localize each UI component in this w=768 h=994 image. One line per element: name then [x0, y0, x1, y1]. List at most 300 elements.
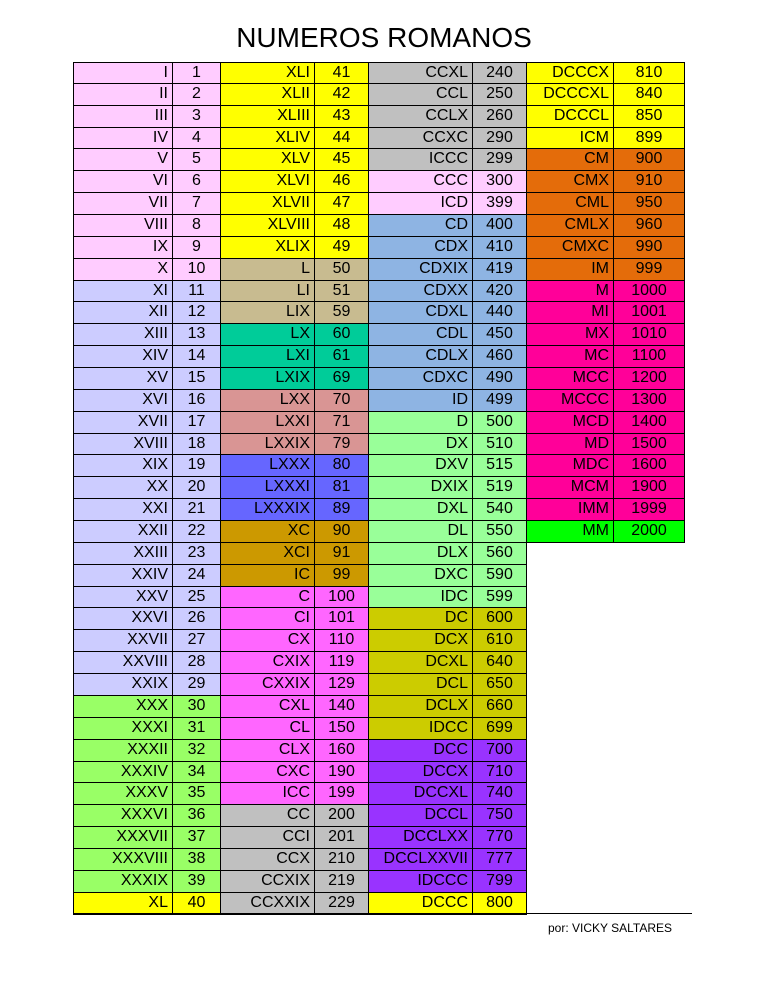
roman-numeral-cell: XXI — [73, 499, 173, 521]
arabic-number-cell: 89 — [315, 499, 369, 521]
table-row — [221, 783, 369, 805]
arabic-number-cell: 119 — [315, 652, 369, 674]
roman-numeral-cell: D — [369, 412, 473, 434]
table-row — [221, 128, 369, 150]
arabic-number-cell: 26 — [173, 608, 221, 630]
table-row — [221, 281, 369, 303]
table-row — [73, 762, 221, 784]
roman-numeral-cell: CCC — [369, 171, 473, 193]
arabic-number-cell: 290 — [473, 128, 527, 150]
arabic-number-cell: 770 — [473, 827, 527, 849]
arabic-number-cell: 15 — [173, 368, 221, 390]
roman-numeral-cell: IDC — [369, 587, 473, 609]
arabic-number-cell: 25 — [173, 587, 221, 609]
roman-numeral-cell: DLX — [369, 543, 473, 565]
arabic-number-cell: 450 — [473, 324, 527, 346]
roman-numeral-cell: XCI — [221, 543, 315, 565]
roman-numeral-cell: XXVIII — [73, 652, 173, 674]
roman-numeral-cell: ID — [369, 390, 473, 412]
arabic-number-cell: 22 — [173, 521, 221, 543]
arabic-number-cell: 13 — [173, 324, 221, 346]
table-row — [369, 740, 527, 762]
table-row — [221, 455, 369, 477]
arabic-number-cell: 71 — [315, 412, 369, 434]
roman-numeral-cell: IC — [221, 565, 315, 587]
arabic-number-cell: 11 — [173, 281, 221, 303]
table-row — [73, 302, 221, 324]
roman-numeral-cell: DXL — [369, 499, 473, 521]
table-row — [369, 477, 527, 499]
roman-numeral-cell: CDXIX — [369, 259, 473, 281]
arabic-number-cell: 699 — [473, 718, 527, 740]
table-row — [369, 281, 527, 303]
arabic-number-cell: 3 — [173, 106, 221, 128]
table-row — [527, 237, 685, 259]
table-row — [73, 718, 221, 740]
roman-numeral-cell: ICC — [221, 783, 315, 805]
arabic-number-cell: 23 — [173, 543, 221, 565]
table-row — [73, 871, 221, 893]
arabic-number-cell: 49 — [315, 237, 369, 259]
roman-numeral-cell: XVII — [73, 412, 173, 434]
table-row — [221, 106, 369, 128]
roman-numeral-cell: XXXI — [73, 718, 173, 740]
roman-numeral-cell: LXXXIX — [221, 499, 315, 521]
roman-numeral-cell: ICD — [369, 193, 473, 215]
roman-numeral-cell: MDC — [527, 455, 614, 477]
table-row — [73, 346, 221, 368]
arabic-number-cell: 18 — [173, 434, 221, 456]
arabic-number-cell: 9 — [173, 237, 221, 259]
table-row — [73, 455, 221, 477]
roman-numeral-cell: XXVII — [73, 630, 173, 652]
roman-numerals-table — [73, 62, 685, 915]
table-row — [221, 587, 369, 609]
roman-numeral-cell: CXXIX — [221, 674, 315, 696]
roman-numeral-cell: CDX — [369, 237, 473, 259]
table-row — [221, 608, 369, 630]
roman-numeral-cell: CI — [221, 608, 315, 630]
roman-numeral-cell: CDXL — [369, 302, 473, 324]
table-row — [369, 587, 527, 609]
arabic-number-cell: 540 — [473, 499, 527, 521]
table-row — [221, 302, 369, 324]
roman-numeral-cell: CDLX — [369, 346, 473, 368]
arabic-number-cell: 950 — [614, 193, 685, 215]
table-row — [73, 652, 221, 674]
arabic-number-cell: 59 — [315, 302, 369, 324]
table-row — [369, 390, 527, 412]
arabic-number-cell: 6 — [173, 171, 221, 193]
table-row — [369, 62, 527, 84]
roman-numeral-cell: DCCXL — [369, 783, 473, 805]
arabic-number-cell: 810 — [614, 62, 685, 84]
roman-numeral-cell: XXX — [73, 696, 173, 718]
arabic-number-cell: 32 — [173, 740, 221, 762]
roman-numeral-cell: XXXIV — [73, 762, 173, 784]
author-credit: por: VICKY SALTARES — [548, 921, 673, 935]
table-row — [221, 805, 369, 827]
arabic-number-cell: 150 — [315, 718, 369, 740]
table-row — [73, 62, 221, 84]
roman-numeral-cell: LXXI — [221, 412, 315, 434]
arabic-number-cell: 8 — [173, 215, 221, 237]
roman-numeral-cell: XX — [73, 477, 173, 499]
arabic-number-cell: 2000 — [614, 521, 685, 543]
roman-numeral-cell: CXC — [221, 762, 315, 784]
roman-numeral-cell: XLIX — [221, 237, 315, 259]
roman-numeral-cell: XIII — [73, 324, 173, 346]
arabic-number-cell: 81 — [315, 477, 369, 499]
arabic-number-cell: 21 — [173, 499, 221, 521]
table-row — [221, 324, 369, 346]
table-row — [527, 84, 685, 106]
table-row — [527, 215, 685, 237]
arabic-number-cell: 600 — [473, 608, 527, 630]
table-row — [369, 302, 527, 324]
arabic-number-cell: 515 — [473, 455, 527, 477]
roman-numeral-cell: XVI — [73, 390, 173, 412]
roman-numeral-cell: CCX — [221, 849, 315, 871]
arabic-number-cell: 28 — [173, 652, 221, 674]
roman-numeral-cell: XL — [73, 893, 173, 915]
roman-numeral-cell: CX — [221, 630, 315, 652]
arabic-number-cell: 910 — [614, 171, 685, 193]
roman-numeral-cell: I — [73, 62, 173, 84]
roman-numeral-cell: CCXXIX — [221, 893, 315, 915]
table-row — [221, 718, 369, 740]
roman-numeral-cell: CC — [221, 805, 315, 827]
arabic-number-cell: 140 — [315, 696, 369, 718]
roman-numeral-cell: VII — [73, 193, 173, 215]
table-row — [369, 84, 527, 106]
table-row — [221, 630, 369, 652]
roman-numeral-cell: XIX — [73, 455, 173, 477]
table-row — [527, 477, 685, 499]
arabic-number-cell: 61 — [315, 346, 369, 368]
table-row — [527, 455, 685, 477]
table-row — [73, 215, 221, 237]
table-row — [73, 587, 221, 609]
arabic-number-cell: 1200 — [614, 368, 685, 390]
table-row — [73, 434, 221, 456]
roman-numeral-cell: CCI — [221, 827, 315, 849]
arabic-number-cell: 46 — [315, 171, 369, 193]
roman-numeral-cell: III — [73, 106, 173, 128]
roman-numeral-cell: CCXIX — [221, 871, 315, 893]
arabic-number-cell: 990 — [614, 237, 685, 259]
arabic-number-cell: 27 — [173, 630, 221, 652]
table-row — [527, 412, 685, 434]
table-row — [73, 608, 221, 630]
arabic-number-cell: 100 — [315, 587, 369, 609]
table-row — [221, 565, 369, 587]
table-row — [73, 827, 221, 849]
table-row — [221, 434, 369, 456]
table-row — [221, 652, 369, 674]
roman-numeral-cell: DCCCXL — [527, 84, 614, 106]
table-row — [527, 259, 685, 281]
roman-numeral-cell: XII — [73, 302, 173, 324]
roman-numeral-cell: CL — [221, 718, 315, 740]
roman-numeral-cell: CDXC — [369, 368, 473, 390]
table-row — [527, 368, 685, 390]
table-row — [73, 193, 221, 215]
table-row — [221, 893, 369, 915]
arabic-number-cell: 91 — [315, 543, 369, 565]
arabic-number-cell: 16 — [173, 390, 221, 412]
table-row — [369, 193, 527, 215]
table-row — [527, 346, 685, 368]
arabic-number-cell: 90 — [315, 521, 369, 543]
roman-numeral-cell: XXXVII — [73, 827, 173, 849]
table-row — [221, 390, 369, 412]
arabic-number-cell: 17 — [173, 412, 221, 434]
arabic-number-cell: 229 — [315, 893, 369, 915]
roman-numeral-cell: DCCC — [369, 893, 473, 915]
table-row — [73, 477, 221, 499]
arabic-number-cell: 460 — [473, 346, 527, 368]
table-row — [369, 128, 527, 150]
table-row — [73, 106, 221, 128]
table-row — [369, 324, 527, 346]
table-row — [369, 762, 527, 784]
arabic-number-cell: 99 — [315, 565, 369, 587]
table-row — [221, 193, 369, 215]
roman-numeral-cell: C — [221, 587, 315, 609]
table-row — [527, 499, 685, 521]
arabic-number-cell: 799 — [473, 871, 527, 893]
roman-numeral-cell: DXC — [369, 565, 473, 587]
roman-numeral-cell: XXXV — [73, 783, 173, 805]
roman-numeral-cell: IX — [73, 237, 173, 259]
table-row — [221, 62, 369, 84]
table-row — [369, 652, 527, 674]
table-row — [221, 827, 369, 849]
arabic-number-cell: 200 — [315, 805, 369, 827]
arabic-number-cell: 37 — [173, 827, 221, 849]
arabic-number-cell: 38 — [173, 849, 221, 871]
roman-numeral-cell: DCCCL — [527, 106, 614, 128]
arabic-number-cell: 1100 — [614, 346, 685, 368]
table-row — [73, 565, 221, 587]
table-row — [369, 827, 527, 849]
arabic-number-cell: 777 — [473, 849, 527, 871]
table-row — [527, 106, 685, 128]
table-row — [73, 893, 221, 915]
roman-numeral-cell: MC — [527, 346, 614, 368]
roman-numeral-cell: DCL — [369, 674, 473, 696]
table-row — [527, 434, 685, 456]
table-row — [73, 412, 221, 434]
table-row — [221, 543, 369, 565]
arabic-number-cell: 210 — [315, 849, 369, 871]
table-row — [369, 368, 527, 390]
roman-numeral-cell: CLX — [221, 740, 315, 762]
arabic-number-cell: 5 — [173, 149, 221, 171]
roman-numeral-cell: IM — [527, 259, 614, 281]
arabic-number-cell: 660 — [473, 696, 527, 718]
table-row — [73, 783, 221, 805]
arabic-number-cell: 420 — [473, 281, 527, 303]
table-row — [221, 477, 369, 499]
roman-numeral-cell: CDXX — [369, 281, 473, 303]
arabic-number-cell: 590 — [473, 565, 527, 587]
table-column-3 — [369, 62, 527, 915]
table-row — [73, 543, 221, 565]
roman-numeral-cell: DCCX — [369, 762, 473, 784]
table-row — [221, 849, 369, 871]
arabic-number-cell: 14 — [173, 346, 221, 368]
roman-numeral-cell: MCD — [527, 412, 614, 434]
arabic-number-cell: 47 — [315, 193, 369, 215]
roman-numeral-cell: XC — [221, 521, 315, 543]
arabic-number-cell: 300 — [473, 171, 527, 193]
arabic-number-cell: 850 — [614, 106, 685, 128]
arabic-number-cell: 400 — [473, 215, 527, 237]
table-row — [369, 783, 527, 805]
roman-numeral-cell: XXVI — [73, 608, 173, 630]
arabic-number-cell: 490 — [473, 368, 527, 390]
table-row — [221, 171, 369, 193]
roman-numeral-cell: XXXIX — [73, 871, 173, 893]
arabic-number-cell: 740 — [473, 783, 527, 805]
arabic-number-cell: 1 — [173, 62, 221, 84]
arabic-number-cell: 519 — [473, 477, 527, 499]
arabic-number-cell: 24 — [173, 565, 221, 587]
arabic-number-cell: 4 — [173, 128, 221, 150]
roman-numeral-cell: XXIV — [73, 565, 173, 587]
table-row — [369, 521, 527, 543]
roman-numeral-cell: CML — [527, 193, 614, 215]
table-column-2 — [221, 62, 369, 915]
roman-numeral-cell: DCLX — [369, 696, 473, 718]
roman-numeral-cell: DCCCX — [527, 62, 614, 84]
roman-numeral-cell: CCLX — [369, 106, 473, 128]
arabic-number-cell: 129 — [315, 674, 369, 696]
roman-numeral-cell: XI — [73, 281, 173, 303]
roman-numeral-cell: XLVIII — [221, 215, 315, 237]
arabic-number-cell: 50 — [315, 259, 369, 281]
arabic-number-cell: 700 — [473, 740, 527, 762]
arabic-number-cell: 640 — [473, 652, 527, 674]
arabic-number-cell: 250 — [473, 84, 527, 106]
arabic-number-cell: 44 — [315, 128, 369, 150]
roman-numeral-cell: X — [73, 259, 173, 281]
table-row — [221, 871, 369, 893]
roman-numeral-cell: XXXVIII — [73, 849, 173, 871]
roman-numeral-cell: MX — [527, 324, 614, 346]
arabic-number-cell: 60 — [315, 324, 369, 346]
table-row — [73, 674, 221, 696]
roman-numeral-cell: XIV — [73, 346, 173, 368]
table-row — [221, 237, 369, 259]
arabic-number-cell: 42 — [315, 84, 369, 106]
arabic-number-cell: 240 — [473, 62, 527, 84]
table-row — [221, 84, 369, 106]
arabic-number-cell: 69 — [315, 368, 369, 390]
arabic-number-cell: 12 — [173, 302, 221, 324]
arabic-number-cell: 2 — [173, 84, 221, 106]
arabic-number-cell: 900 — [614, 149, 685, 171]
roman-numeral-cell: XLII — [221, 84, 315, 106]
arabic-number-cell: 1900 — [614, 477, 685, 499]
roman-numeral-cell: XVIII — [73, 434, 173, 456]
table-row — [221, 762, 369, 784]
arabic-number-cell: 840 — [614, 84, 685, 106]
roman-numeral-cell: LXXX — [221, 455, 315, 477]
arabic-number-cell: 219 — [315, 871, 369, 893]
arabic-number-cell: 20 — [173, 477, 221, 499]
arabic-number-cell: 43 — [315, 106, 369, 128]
arabic-number-cell: 560 — [473, 543, 527, 565]
roman-numeral-cell: IDCC — [369, 718, 473, 740]
roman-numeral-cell: XV — [73, 368, 173, 390]
table-row — [73, 128, 221, 150]
arabic-number-cell: 41 — [315, 62, 369, 84]
table-row — [73, 324, 221, 346]
table-row — [73, 171, 221, 193]
table-row — [221, 259, 369, 281]
table-row — [73, 149, 221, 171]
roman-numeral-cell: VIII — [73, 215, 173, 237]
roman-numeral-cell: XLIII — [221, 106, 315, 128]
table-row — [221, 696, 369, 718]
footer-divider — [73, 913, 692, 914]
arabic-number-cell: 160 — [315, 740, 369, 762]
roman-numeral-cell: DXIX — [369, 477, 473, 499]
arabic-number-cell: 19 — [173, 455, 221, 477]
table-row — [527, 390, 685, 412]
arabic-number-cell: 1400 — [614, 412, 685, 434]
roman-numeral-cell: MCM — [527, 477, 614, 499]
roman-numeral-cell: M — [527, 281, 614, 303]
roman-numeral-cell: DCCLXX — [369, 827, 473, 849]
table-row — [369, 106, 527, 128]
roman-numeral-cell: II — [73, 84, 173, 106]
roman-numeral-cell: LI — [221, 281, 315, 303]
table-row — [369, 543, 527, 565]
roman-numeral-cell: L — [221, 259, 315, 281]
roman-numeral-cell: LXXXI — [221, 477, 315, 499]
roman-numeral-cell: XXXII — [73, 740, 173, 762]
arabic-number-cell: 190 — [315, 762, 369, 784]
arabic-number-cell: 30 — [173, 696, 221, 718]
table-row — [369, 412, 527, 434]
arabic-number-cell: 410 — [473, 237, 527, 259]
table-row — [369, 455, 527, 477]
roman-numeral-cell: CCXC — [369, 128, 473, 150]
table-row — [369, 565, 527, 587]
roman-numeral-cell: DCX — [369, 630, 473, 652]
roman-numeral-cell: XXII — [73, 521, 173, 543]
arabic-number-cell: 1300 — [614, 390, 685, 412]
arabic-number-cell: 610 — [473, 630, 527, 652]
arabic-number-cell: 500 — [473, 412, 527, 434]
roman-numeral-cell: MCC — [527, 368, 614, 390]
table-row — [73, 368, 221, 390]
table-row — [221, 346, 369, 368]
roman-numeral-cell: CMXC — [527, 237, 614, 259]
roman-numeral-cell: DC — [369, 608, 473, 630]
table-row — [369, 630, 527, 652]
table-row — [221, 412, 369, 434]
roman-numeral-cell: IV — [73, 128, 173, 150]
table-row — [369, 718, 527, 740]
arabic-number-cell: 650 — [473, 674, 527, 696]
arabic-number-cell: 399 — [473, 193, 527, 215]
roman-numeral-cell: IDCCC — [369, 871, 473, 893]
